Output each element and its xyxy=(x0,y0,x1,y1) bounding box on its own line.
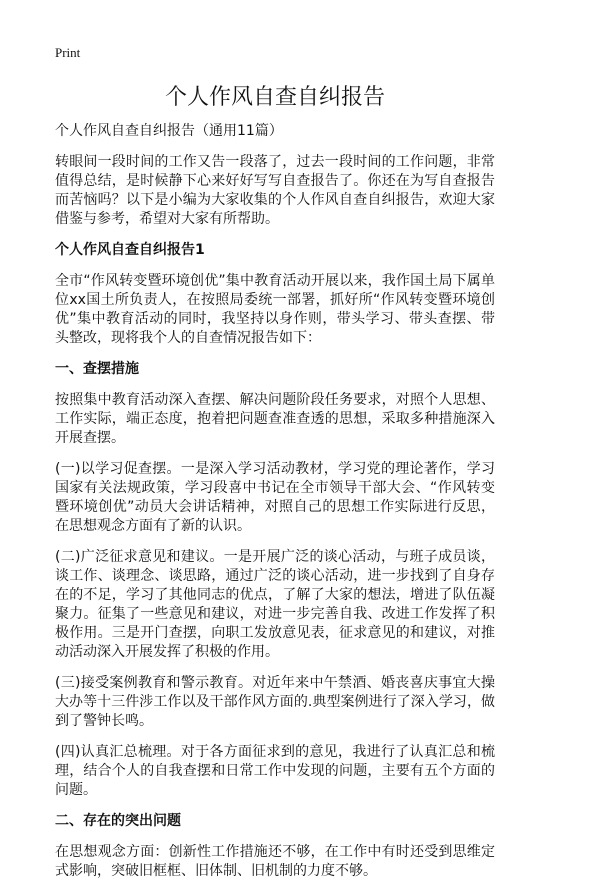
paragraph: 全市“作风转变暨环境创优”集中教育活动开展以来，我作国土局下属单位xx国土所负责人，在按照局委统一部署，抓好所“作风转变暨环境创优”集中教育活动的同时，我坚持以身作则，带头学习、带头查摆、带头整改，现将我个人的自查情况报告如下： xyxy=(55,273,495,346)
paragraph: 在思想观念方面：创新性工作措施还不够，在工作中有时还受到思维定式影响，突破旧框框、旧体制、旧机制的力度不够。 xyxy=(55,844,495,879)
section-heading: 个人作风自查自纠报告1 xyxy=(55,242,205,258)
heading-measures: 一、查摆措施 xyxy=(55,361,139,377)
paragraph: (三)接受案例教育和警示教育。对近年来中午禁酒、婚丧喜庆事宜大操大办等十三件涉工作以及干部作风方面的.典型案例进行了深入学习，做到了警钟长鸣。 xyxy=(55,675,495,729)
paragraph: (四)认真汇总梳理。对于各方面征求到的意见，我进行了认真汇总和梳理，结合个人的自我查摆和日常工作中发现的问题，主要有五个方面的问题。 xyxy=(55,744,495,798)
paragraph: (一)以学习促查摆。一是深入学习活动教材，学习党的理论著作，学习国家有关法规政策，学习段喜中书记在全市领导干部大会、“作风转变暨环境创优”动员大会讲话精神，对照自己的思想工作实际进行反思，在思想观念方面有了新的认识。 xyxy=(55,461,495,534)
document-title: 个人作风自查自纠报告 xyxy=(164,85,385,110)
intro-paragraph: 转眼间一段时间的工作又告一段落了，过去一段时间的工作问题，非常值得总结，是时候静下心来好好写写自查报告了。你还在为写自查报告而苦恼吗？以下是小编为大家收集的个人作风自查自纠报告，欢迎大家借鉴与参考，希望对大家有所帮助。 xyxy=(55,154,495,227)
paragraph: 按照集中教育活动深入查摆、解决问题阶段任务要求，对照个人思想、工作实际，端正态度，抱着把问题查准查透的思想，采取多种措施深入开展查摆。 xyxy=(55,392,495,446)
document-body xyxy=(55,122,495,893)
paragraph: (二)广泛征求意见和建议。一是开展广泛的谈心活动，与班子成员谈，谈工作、谈理念、谈思路，通过广泛的谈心活动，进一步找到了自身存在的不足，学习了其他同志的优点，了解了大家的想法，增进了队伍凝聚力。征集了一些意见和建议，对进一步完善自我、改进工作发挥了积极作用。三是开门查摆，向职工发放意见表，征求意见的和建议，对推动活动深入开展发挥了积极的作用。 xyxy=(55,549,495,660)
print-link[interactable]: Print xyxy=(55,45,81,60)
subtitle: 个人作风自查自纠报告（通用11篇） xyxy=(55,123,283,139)
heading-problems: 二、存在的突出问题 xyxy=(55,813,181,829)
